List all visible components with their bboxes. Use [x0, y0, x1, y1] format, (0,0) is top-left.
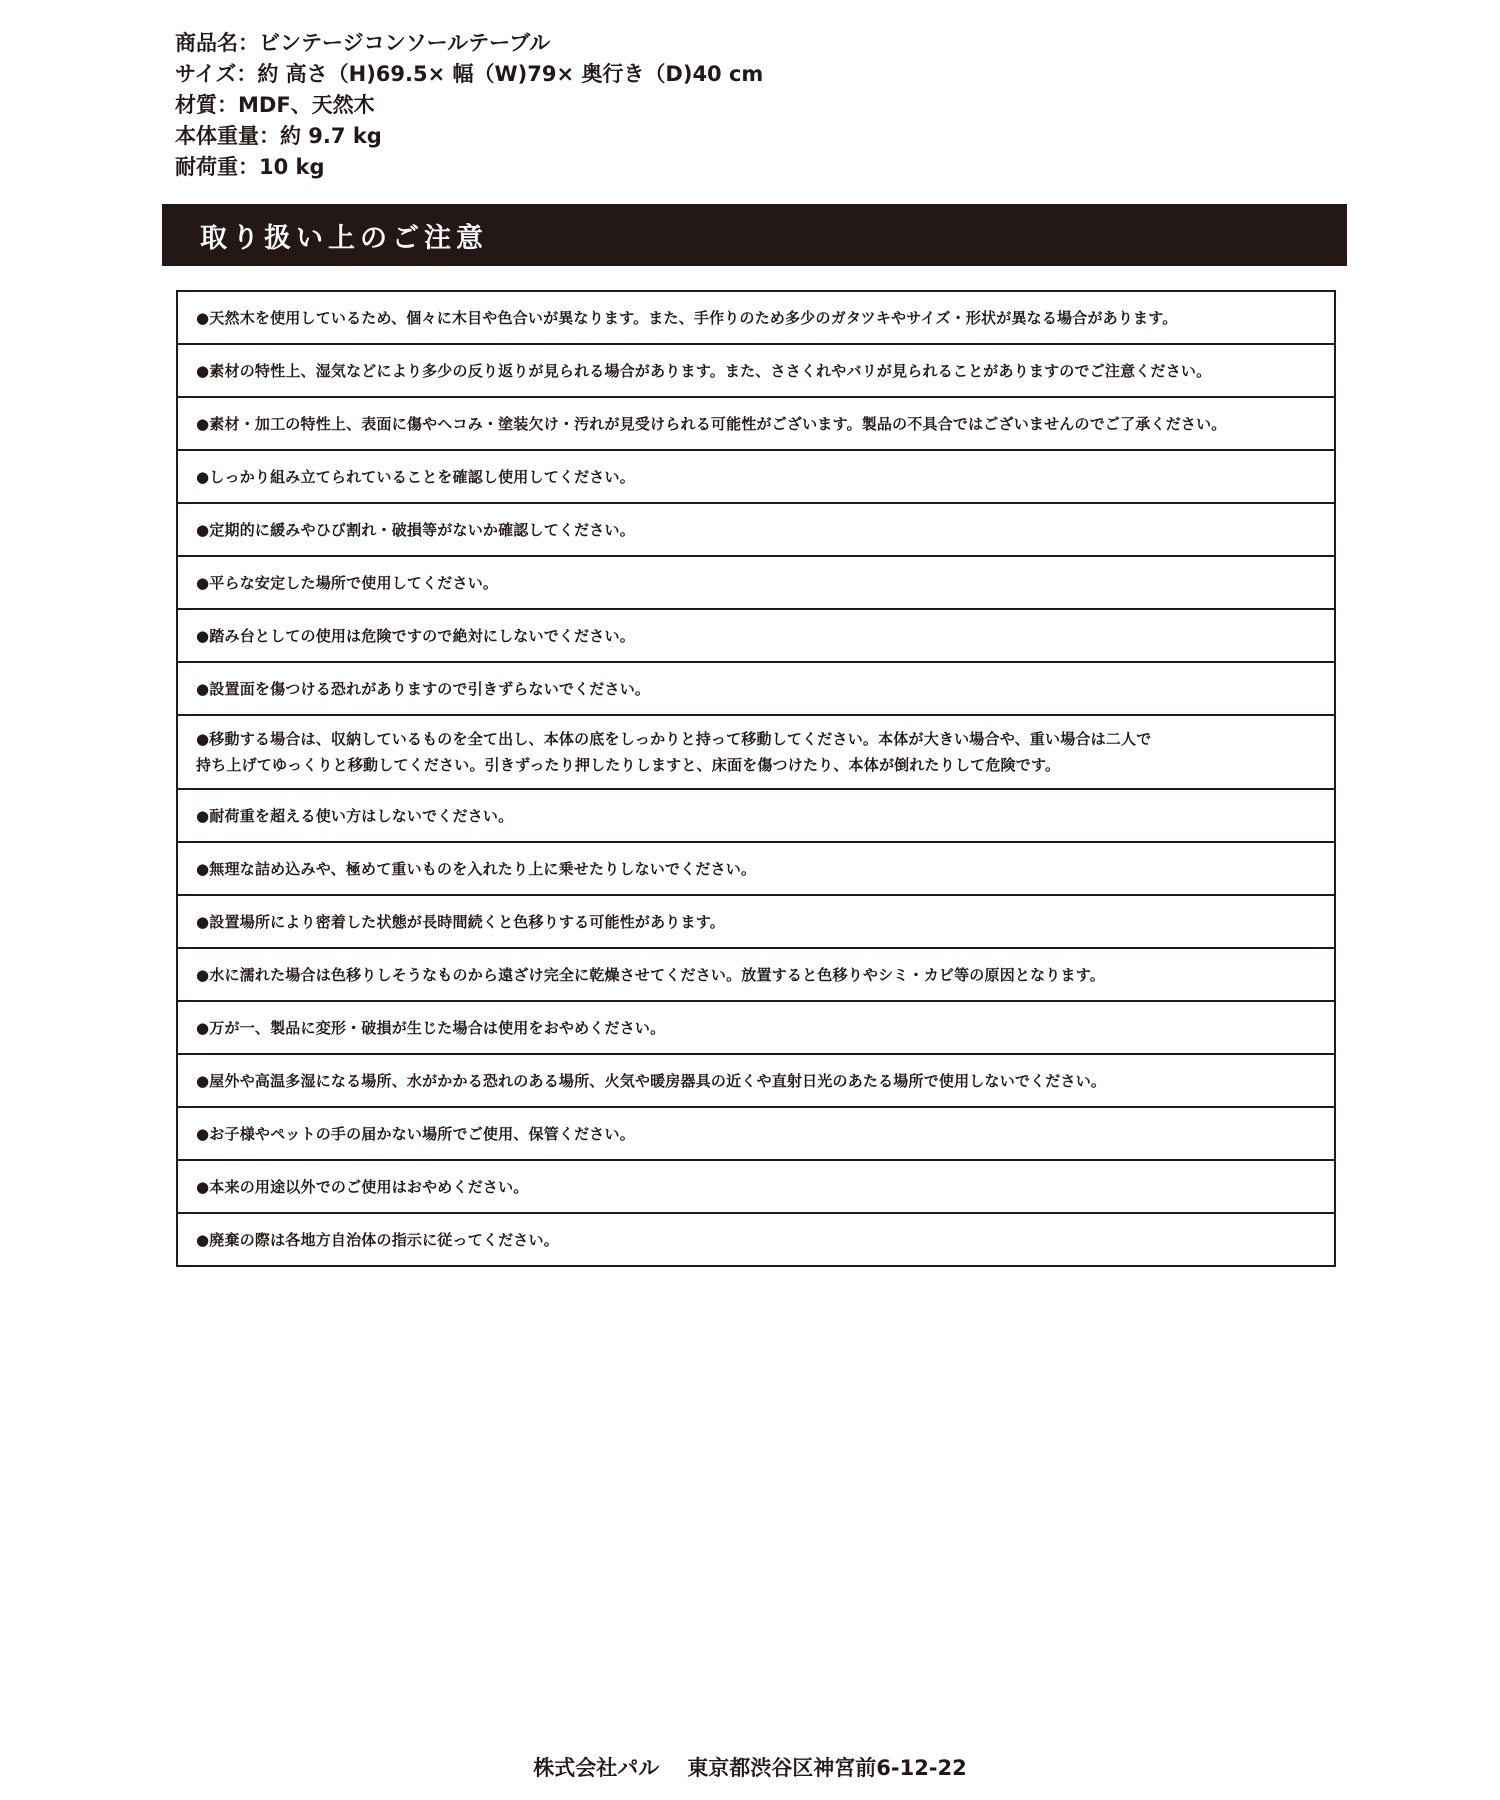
- note-row: [178, 396, 1334, 449]
- note-text: ●耐荷重を超える使い方はしないでください。: [196, 806, 514, 825]
- spec-material: 材質：MDF、天然木: [175, 93, 375, 117]
- note-text: 持ち上げてゆっくりと移動してください。引きずったり押したりしますと、床面を傷つけたり、本体が倒れたりして危険です。: [196, 756, 1061, 774]
- handling-notes-title: 取り扱い上のご注意: [200, 222, 488, 254]
- note-text: ●本来の用途以外でのご使用はおやめください。: [196, 1177, 529, 1196]
- note-row: [178, 1212, 1334, 1265]
- note-row: [178, 714, 1334, 788]
- note-text: ●素材の特性上、湿気などにより多少の反り返りが見られる場合があります。また、ささくれやバリが見られることがありますのでご注意ください。: [196, 361, 1212, 380]
- note-row: [178, 555, 1334, 608]
- handling-notes-table: [176, 290, 1336, 1267]
- product-specs: [175, 28, 1075, 183]
- note-text: ●設置面を傷つける恐れがありますので引きずらないでください。: [196, 679, 651, 698]
- company-name: 株式会社パル: [533, 1756, 660, 1780]
- note-row: [178, 608, 1334, 661]
- note-text: ●しっかり組み立てられていることを確認し使用してください。: [196, 467, 635, 486]
- note-text: ●無理な詰め込みや、極めて重いものを入れたり上に乗せたりしないでください。: [196, 859, 757, 878]
- note-row: [178, 292, 1334, 343]
- note-text: ●廃棄の際は各地方自治体の指示に従ってください。: [196, 1230, 559, 1249]
- note-row: [178, 841, 1334, 894]
- note-text: ●万が一、製品に変形・破損が生じた場合は使用をおやめください。: [196, 1018, 666, 1037]
- note-row: [178, 947, 1334, 1000]
- spec-product-name: 商品名：ビンテージコンソールテーブル: [175, 31, 551, 55]
- note-text: ●平らな安定した場所で使用してください。: [196, 573, 499, 592]
- spec-size: サイズ：約 高さ（H)69.5× 幅（W)79× 奥行き（D)40 cm: [175, 62, 764, 86]
- note-text: ●水に濡れた場合は色移りしそうなものから遠ざけ完全に乾燥させてください。放置すると色移りやシミ・カビ等の原因となります。: [196, 965, 1105, 984]
- note-row: [178, 1000, 1334, 1053]
- handling-notes-header: [162, 204, 1347, 266]
- company-footer: [0, 1752, 1500, 1782]
- note-text: ●移動する場合は、収納しているものを全て出し、本体の底をしっかりと持って移動してください。本体が大きい場合や、重い場合は二人で: [196, 730, 1152, 748]
- note-row: [178, 1159, 1334, 1212]
- note-row: [178, 502, 1334, 555]
- note-row: [178, 1106, 1334, 1159]
- note-text: ●天然木を使用しているため、個々に木目や色合いが異なります。また、手作りのため多少のガタツキやサイズ・形状が異なる場合があります。: [196, 308, 1178, 327]
- note-text: ●設置場所により密着した状態が長時間続くと色移りする可能性があります。: [196, 912, 725, 931]
- note-text: ●素材・加工の特性上、表面に傷やヘコみ・塗装欠け・汚れが見受けられる可能性がございます。製品の不具合ではございませんのでご了承ください。: [196, 414, 1227, 433]
- note-text: ●踏み台としての使用は危険ですので絶対にしないでください。: [196, 626, 635, 645]
- note-row: [178, 788, 1334, 841]
- note-text: ●定期的に緩みやひび割れ・破損等がないか確認してください。: [196, 520, 635, 539]
- note-row: [178, 1053, 1334, 1106]
- note-row: [178, 449, 1334, 502]
- note-row: [178, 343, 1334, 396]
- note-row: [178, 661, 1334, 714]
- note-row: [178, 894, 1334, 947]
- spec-weight: 本体重量：約 9.7 kg: [175, 124, 382, 148]
- note-text: ●お子様やペットの手の届かない場所でご使用、保管ください。: [196, 1124, 635, 1143]
- note-text: ●屋外や高温多湿になる場所、水がかかる恐れのある場所、火気や暖房器具の近くや直射日光のあたる場所で使用しないでください。: [196, 1071, 1107, 1090]
- company-address: 東京都渋谷区神宮前6-12-22: [687, 1756, 967, 1780]
- spec-load-capacity: 耐荷重：10 kg: [175, 155, 325, 179]
